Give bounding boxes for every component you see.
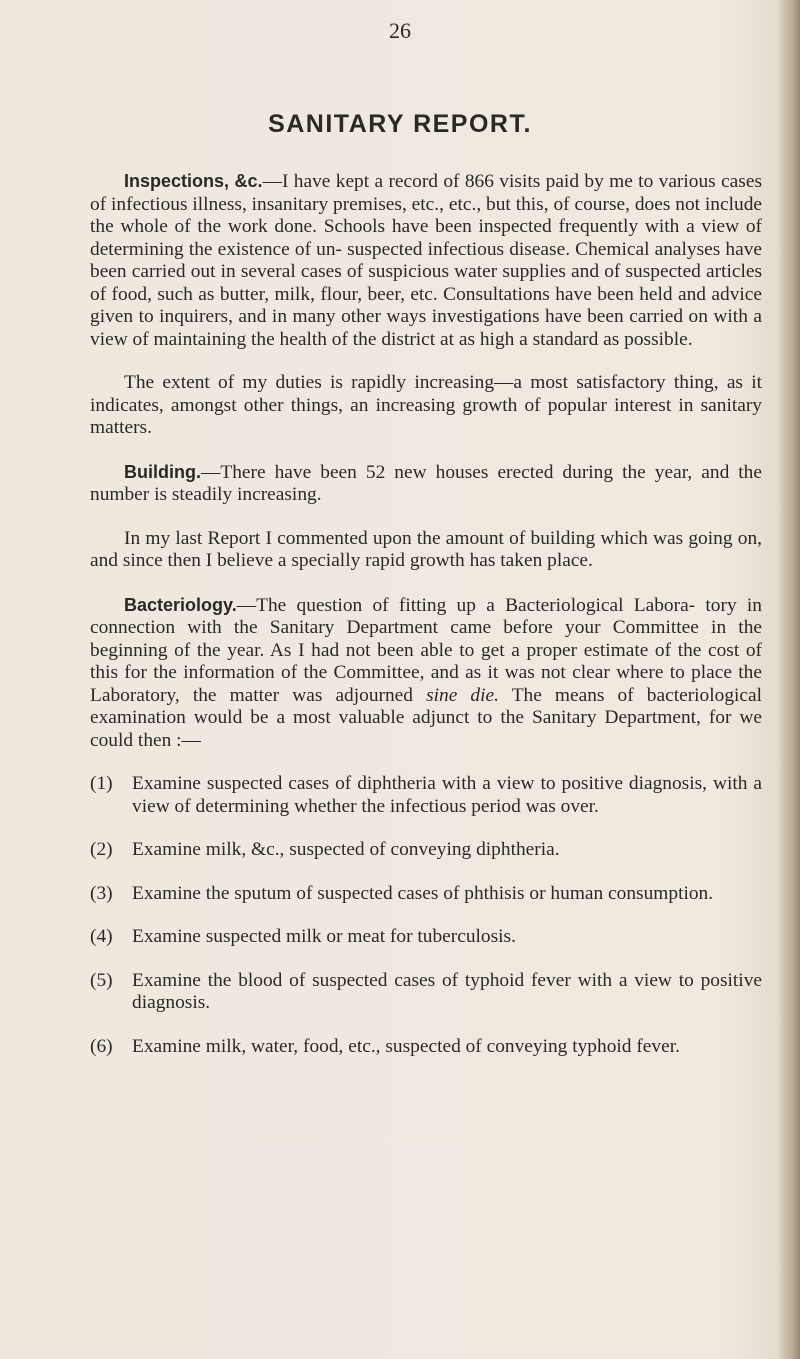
- list-item-number: (3): [90, 882, 113, 904]
- list-item: [90, 1036, 762, 1059]
- list-item-number: (1): [90, 773, 113, 794]
- bacteriology-paragraph: [90, 594, 762, 753]
- list-item: [90, 839, 762, 862]
- inspections-heading: Inspections, &c.: [124, 171, 263, 191]
- building-heading: Building.: [124, 461, 201, 482]
- duties-paragraph: The extent of my duties is rapidly increasing—a most satisfactory thing, as it indicates, amongst other things, an increasing growth of popular interest in sanitary matters.: [90, 372, 762, 438]
- inspections-text: —I have kept a record of 866 visits paid by me to various cases of infectious illness, insanitary premises, etc., etc., but this, of course, does not include the whole of the work done. Schools have been inspected frequently with a view of determining the existence of un- suspected infectious disease. Chemical analyses have been carried out in several cases of suspicious water supplies and of suspected articles of food, such as butter, milk, flour, beer, etc. Consultations have been held and advice given to inquirers, and in many other ways investigations have been carried on with a view of maintaining the health of the district at as high a standard as possible.: [90, 171, 762, 350]
- list-item: [90, 926, 762, 949]
- list-item: [90, 773, 762, 818]
- page-number: 26: [389, 18, 411, 43]
- list-item-text: Examine suspected milk or meat for tuberculosis.: [132, 926, 516, 947]
- examination-list: [90, 773, 762, 1058]
- page-title: SANITARY REPORT.: [268, 110, 532, 138]
- list-item-number: (5): [90, 969, 113, 991]
- list-item-number: (6): [90, 1035, 113, 1057]
- page-edge-shadow: [778, 0, 800, 1359]
- list-item-text: Examine the blood of suspected cases of typhoid fever with a view to positive diagnosis.: [132, 969, 762, 1013]
- bacteriology-italic: sine die.: [426, 684, 499, 706]
- building-paragraph: [90, 461, 762, 507]
- building-text: —There have been 52 new houses erected during the year, and the number is steadily increasing.: [90, 461, 762, 505]
- inspections-paragraph: [90, 170, 762, 351]
- list-item-text: Examine suspected cases of diphtheria with a view to positive diagnosis, with a view of determining whether the infectious period was over.: [132, 773, 762, 817]
- list-item: [90, 883, 762, 906]
- list-item-text: Examine milk, water, food, etc., suspected of conveying typhoid fever.: [132, 1035, 680, 1057]
- report-paragraph: In my last Report I commented upon the amount of building which was going on, and since then I believe a specially rapid growth has taken place.: [90, 527, 762, 571]
- list-item: [90, 970, 762, 1015]
- list-item-number: (2): [90, 839, 113, 860]
- bacteriology-text-before: —The question of fitting up a Bacteriological Labora- tory in connection with the Sanitary Department came before your Committee in the beginning of the year. As I had not been able to get a proper estimate of the cost of this for the information of the Committee, and as it was not clear where to place the Laboratory, the matter was adjourned: [90, 594, 762, 706]
- list-item-text: Examine the sputum of suspected cases of phthisis or human consumption.: [132, 882, 714, 904]
- bacteriology-heading: Bacteriology.: [124, 594, 237, 615]
- list-item-text: Examine milk, &c., suspected of conveying diphtheria.: [132, 839, 560, 860]
- report-body: [90, 170, 762, 1079]
- list-item-number: (4): [90, 926, 113, 947]
- bacteriology-text-after: The means of bacteriological examination would be a most valuable adjunct to the Sanitary Department, for we could then :—: [90, 684, 762, 751]
